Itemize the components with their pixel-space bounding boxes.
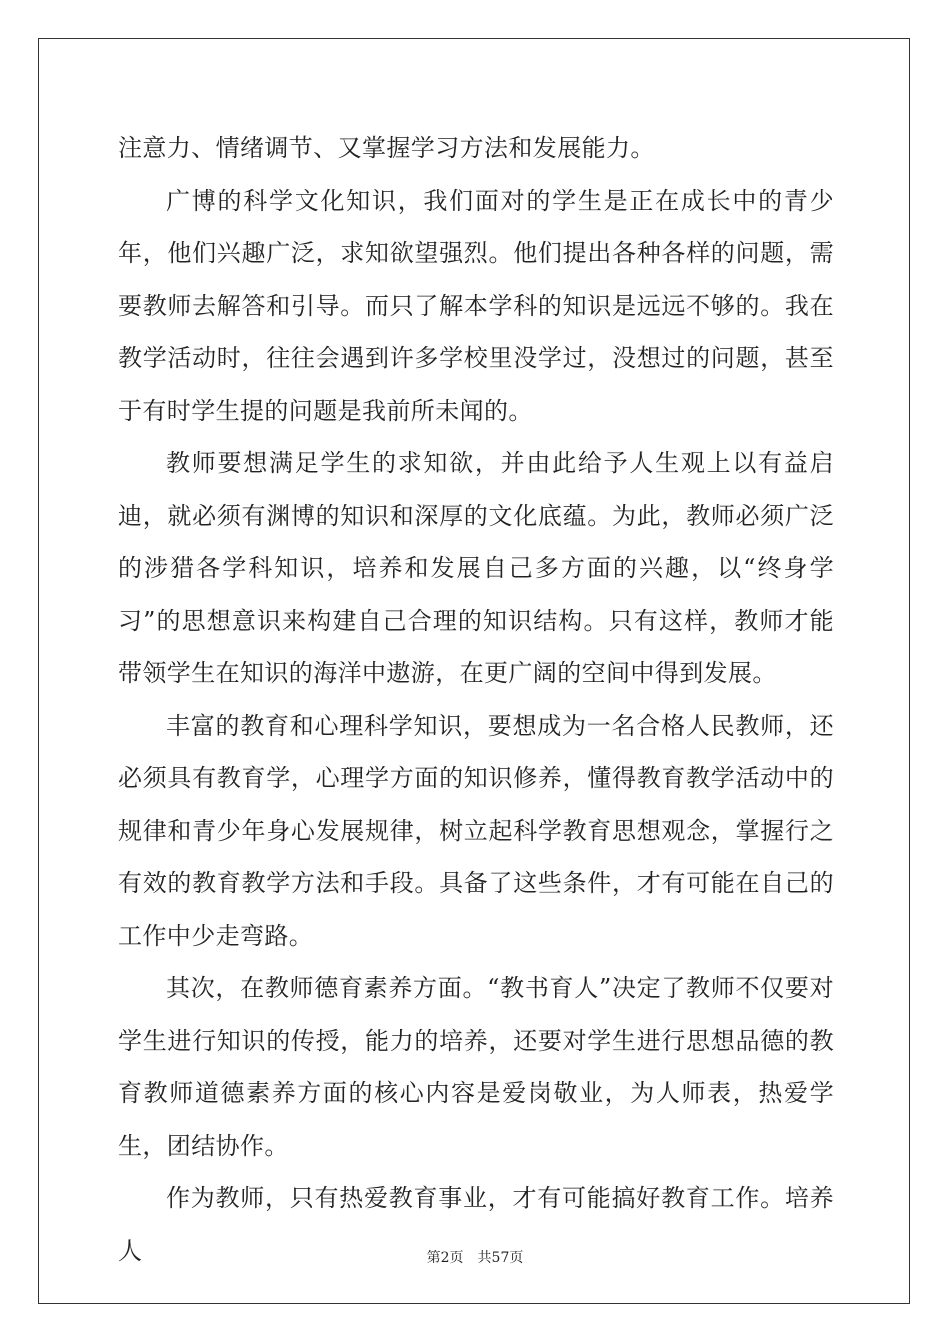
paragraph-4: 丰富的教育和心理科学知识，要想成为一名合格人民教师，还必须具有教育学，心理学方面的知识修养，懂得教育教学活动中的规律和青少年身心发展规律，树立起科学教育思想观念，掌握行之有效的教育教学方法和手段。具备了这些条件，才有可能在自己的工作中少走弯路。 [118, 711, 834, 950]
document-body [118, 122, 834, 1277]
paragraph-5: 其次，在教师德育素养方面。“教书育人”决定了教师不仅要对学生进行知识的传授，能力的培养，还要对学生进行思想品德的教育教师道德素养方面的核心内容是爱岗敬业，为人师表，热爱学生，团结协作。 [118, 974, 834, 1160]
page-total: 共57页 [477, 1250, 524, 1266]
paragraph-6: 作为教师，只有热爱教育事业，才有可能搞好教育工作。培养人 [118, 1184, 834, 1265]
paragraph-2: 广博的科学文化知识，我们面对的学生是正在成长中的青少年，他们兴趣广泛，求知欲望强烈。他们提出各种各样的问题，需要教师去解答和引导。而只了解本学科的知识是远远不够的。我在教学活动时，往往会遇到许多学校里没学过，没想过的问题，甚至于有时学生提的问题是我前所未闻的。 [118, 186, 834, 425]
paragraph-1: 注意力、情绪调节、又掌握学习方法和发展能力。 [118, 134, 655, 162]
page-footer [0, 1247, 950, 1267]
paragraph-3: 教师要想满足学生的求知欲，并由此给予人生观上以有益启迪，就必须有渊博的知识和深厚的文化底蕴。为此，教师必须广泛的涉猎各学科知识，培养和发展自己多方面的兴趣，以“终身学习”的思想意识来构建自己合理的知识结构。只有这样，教师才能带领学生在知识的海洋中遨游，在更广阔的空间中得到发展。 [118, 449, 834, 687]
page-number: 第2页 [426, 1250, 464, 1266]
